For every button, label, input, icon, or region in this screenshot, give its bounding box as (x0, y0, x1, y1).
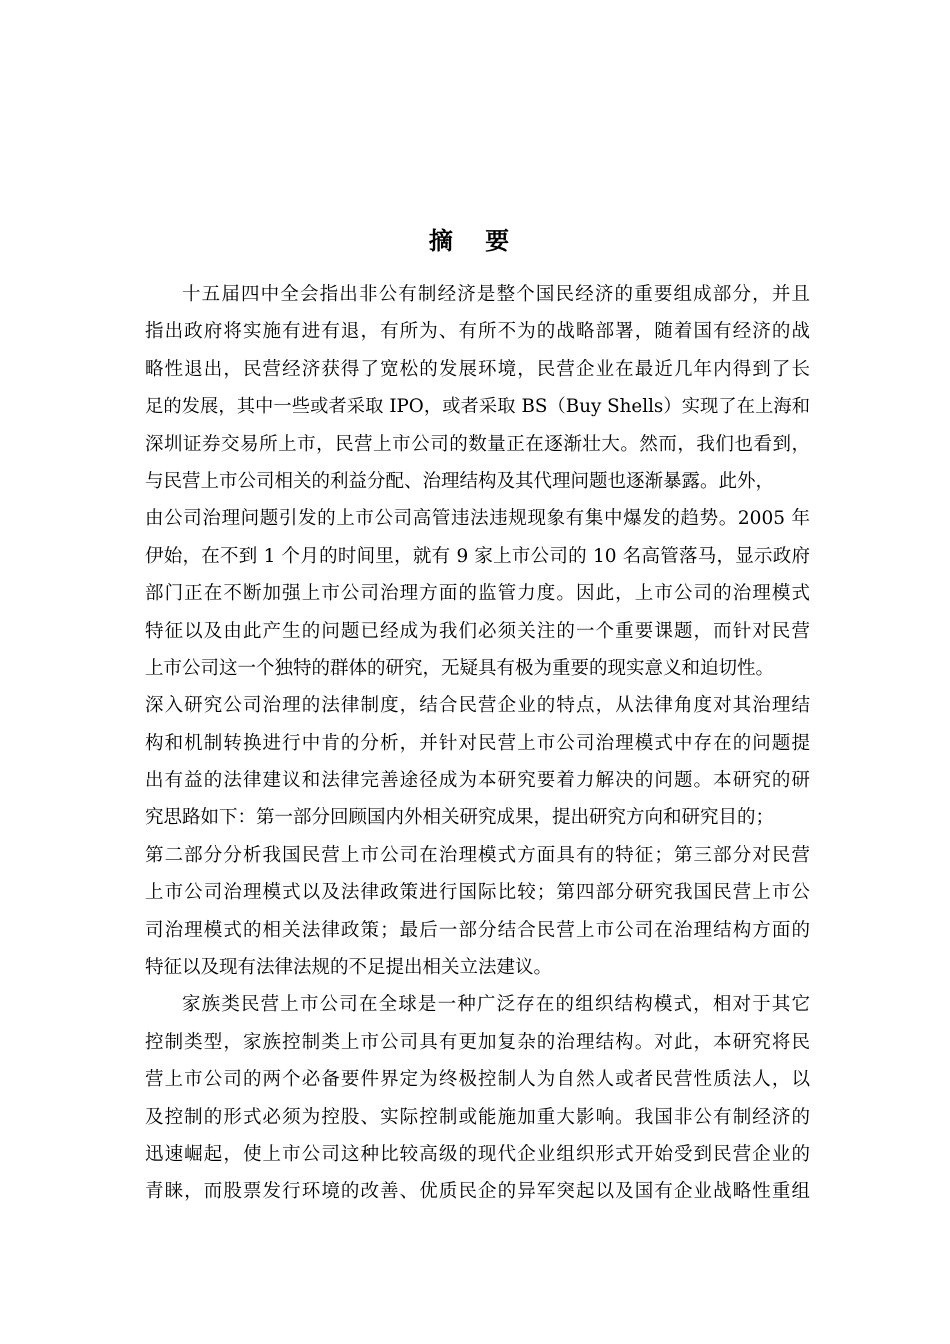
text-line: 略性退出，民营经济获得了宽松的发展环境，民营企业在最近几年内得到了长 (145, 358, 810, 380)
text-line: 家族类民营上市公司在全球是一种广泛存在的组织结构模式，相对于其它 (182, 994, 810, 1016)
text-line: 十五届四中全会指出非公有制经济是整个国民经济的重要组成部分，并且 (182, 284, 810, 305)
text-line: 特征以及由此产生的问题已经成为我们必须关注的一个重要课题，而针对民营 (145, 620, 810, 642)
text-line: 营上市公司的两个必备要件界定为终极控制人为自然人或者民营性质法人，以 (145, 1069, 810, 1091)
paragraph-1 (145, 276, 810, 986)
text-line: 足的发展，其中一些或者采取 IPO，或者采取 BS（Buy Shells）实现了在上海和 (145, 396, 810, 418)
text-line: 指出政府将实施有进有退，有所为、有所不为的战略部署，随着国有经济的战 (145, 321, 810, 343)
text-line: 构和机制转换进行中肯的分析，并针对民营上市公司治理模式中存在的问题提 (145, 732, 810, 754)
text-line: 由公司治理问题引发的上市公司高管违法违规现象有集中爆发的趋势。2005 年 (145, 508, 810, 530)
text-line: 部门正在不断加强上市公司治理方面的监管力度。因此，上市公司的治理模式 (145, 583, 810, 605)
text-line: 青睐，而股票发行环境的改善、优质民企的异军突起以及国有企业战略性重组 (145, 1181, 810, 1203)
abstract-body (145, 276, 810, 1211)
text-line: 特征以及现有法律法规的不足提出相关立法建议。 (145, 957, 553, 979)
text-line: 上市公司这一个独特的群体的研究，无疑具有极为重要的现实意义和迫切性。 (145, 657, 775, 679)
text-line: 第二部分分析我国民营上市公司在治理模式方面具有的特征；第三部分对民营 (145, 844, 810, 866)
text-line: 深入研究公司治理的法律制度，结合民营企业的特点，从法律角度对其治理结 (145, 695, 810, 717)
text-line: 伊始，在不到 1 个月的时间里，就有 9 家上市公司的 10 名高管落马，显示政府 (145, 545, 810, 567)
text-line: 上市公司治理模式以及法律政策进行国际比较；第四部分研究我国民营上市公 (145, 882, 810, 904)
text-line: 及控制的形式必须为控股、实际控制或能施加重大影响。我国非公有制经济的 (145, 1106, 810, 1128)
text-line: 控制类型，家族控制类上市公司具有更加复杂的治理结构。对此，本研究将民 (145, 1031, 810, 1053)
text-line: 究思路如下：第一部分回顾国内外相关研究成果，提出研究方向和研究目的； (145, 807, 775, 829)
paragraph-2 (145, 986, 810, 1210)
text-line: 深圳证券交易所上市，民营上市公司的数量正在逐渐壮大。然而，我们也看到， (145, 433, 810, 455)
text-line: 与民营上市公司相关的利益分配、治理结构及其代理问题也逐渐暴露。此外， (145, 470, 775, 492)
abstract-title: 摘 要 (428, 227, 522, 255)
text-line: 迅速崛起，使上市公司这种比较高级的现代企业组织形式开始受到民营企业的 (145, 1143, 810, 1165)
text-line: 司治理模式的相关法律政策；最后一部分结合民营上市公司在治理结构方面的 (145, 919, 810, 941)
text-line: 出有益的法律建议和法律完善途径成为本研究要着力解决的问题。本研究的研 (145, 770, 810, 792)
